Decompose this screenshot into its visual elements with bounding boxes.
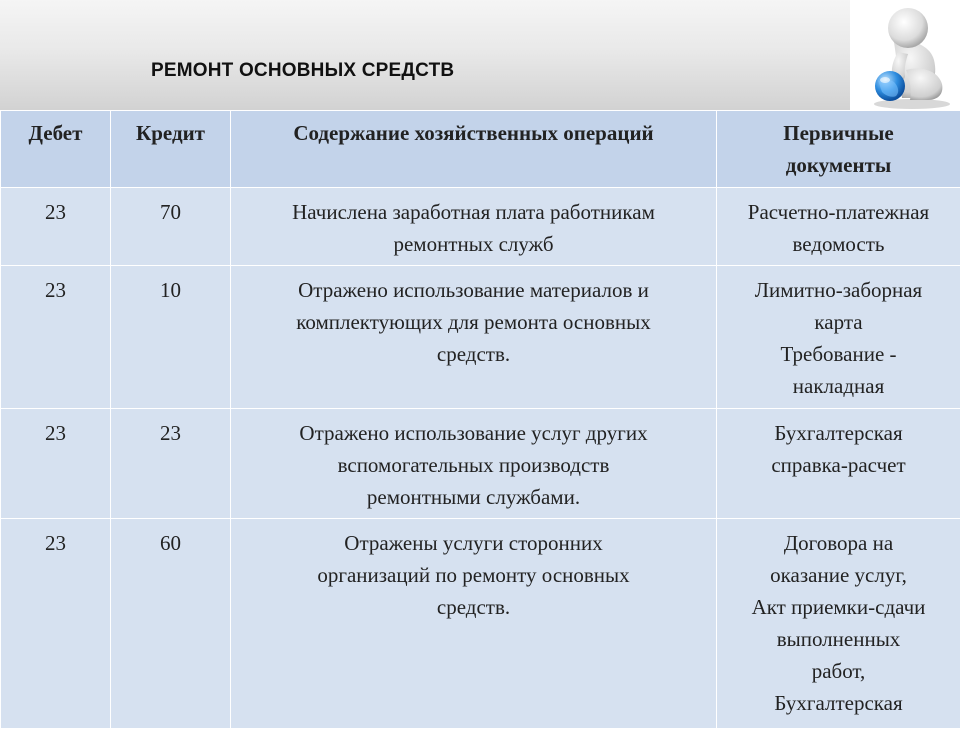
content-line: средств.	[236, 591, 711, 623]
operations-table	[0, 110, 960, 729]
table-row	[1, 266, 960, 409]
documents-line: работ,	[722, 655, 955, 687]
documents-line: Бухгалтерская	[722, 417, 955, 449]
table-row	[1, 519, 960, 729]
content-cell	[231, 266, 717, 409]
content-line: Начислена заработная плата работникам	[236, 196, 711, 228]
debit-cell: 23	[1, 188, 111, 266]
documents-cell	[717, 409, 960, 519]
column-header-credit: Кредит	[111, 111, 231, 188]
slide-header	[0, 0, 960, 110]
content-line: комплектующих для ремонта основных	[236, 306, 711, 338]
table-row	[1, 409, 960, 519]
documents-line: Расчетно-платежная	[722, 196, 955, 228]
column-header-content: Содержание хозяйственных операций	[231, 111, 717, 188]
debit-cell: 23	[1, 266, 111, 409]
documents-line: Лимитно-заборная	[722, 274, 955, 306]
documents-cell	[717, 266, 960, 409]
column-header-documents	[717, 111, 960, 188]
content-line: Отражено использование услуг других	[236, 417, 711, 449]
column-header-documents-line: Первичные	[722, 117, 955, 149]
content-line: вспомогательных производств	[236, 449, 711, 481]
documents-line: карта	[722, 306, 955, 338]
documents-line: оказание услуг,	[722, 559, 955, 591]
content-line: средств.	[236, 338, 711, 370]
documents-line: справка-расчет	[722, 449, 955, 481]
documents-cell	[717, 188, 960, 266]
slide-title: РЕМОНТ ОСНОВНЫХ СРЕДСТВ	[151, 60, 454, 82]
content-cell	[231, 188, 717, 266]
credit-cell: 60	[111, 519, 231, 729]
content-line: организаций по ремонту основных	[236, 559, 711, 591]
credit-cell: 10	[111, 266, 231, 409]
documents-cell	[717, 519, 960, 729]
figure-box	[850, 0, 960, 110]
content-line: Отражено использование материалов и	[236, 274, 711, 306]
documents-line: Договора на	[722, 527, 955, 559]
documents-line: ведомость	[722, 228, 955, 260]
table-header-row	[1, 111, 960, 188]
content-cell	[231, 519, 717, 729]
column-header-documents-line: документы	[722, 149, 955, 181]
content-line: Отражены услуги сторонних	[236, 527, 711, 559]
content-line: ремонтных служб	[236, 228, 711, 260]
column-header-debit: Дебет	[1, 111, 111, 188]
debit-cell: 23	[1, 519, 111, 729]
documents-line: накладная	[722, 370, 955, 402]
table-row	[1, 188, 960, 266]
documents-line: Требование -	[722, 338, 955, 370]
person-with-globe-icon	[850, 0, 960, 110]
documents-line: Бухгалтерская	[722, 687, 955, 719]
credit-cell: 70	[111, 188, 231, 266]
content-cell	[231, 409, 717, 519]
documents-line: Акт приемки-сдачи	[722, 591, 955, 623]
credit-cell: 23	[111, 409, 231, 519]
documents-line: выполненных	[722, 623, 955, 655]
content-line: ремонтными службами.	[236, 481, 711, 513]
debit-cell: 23	[1, 409, 111, 519]
